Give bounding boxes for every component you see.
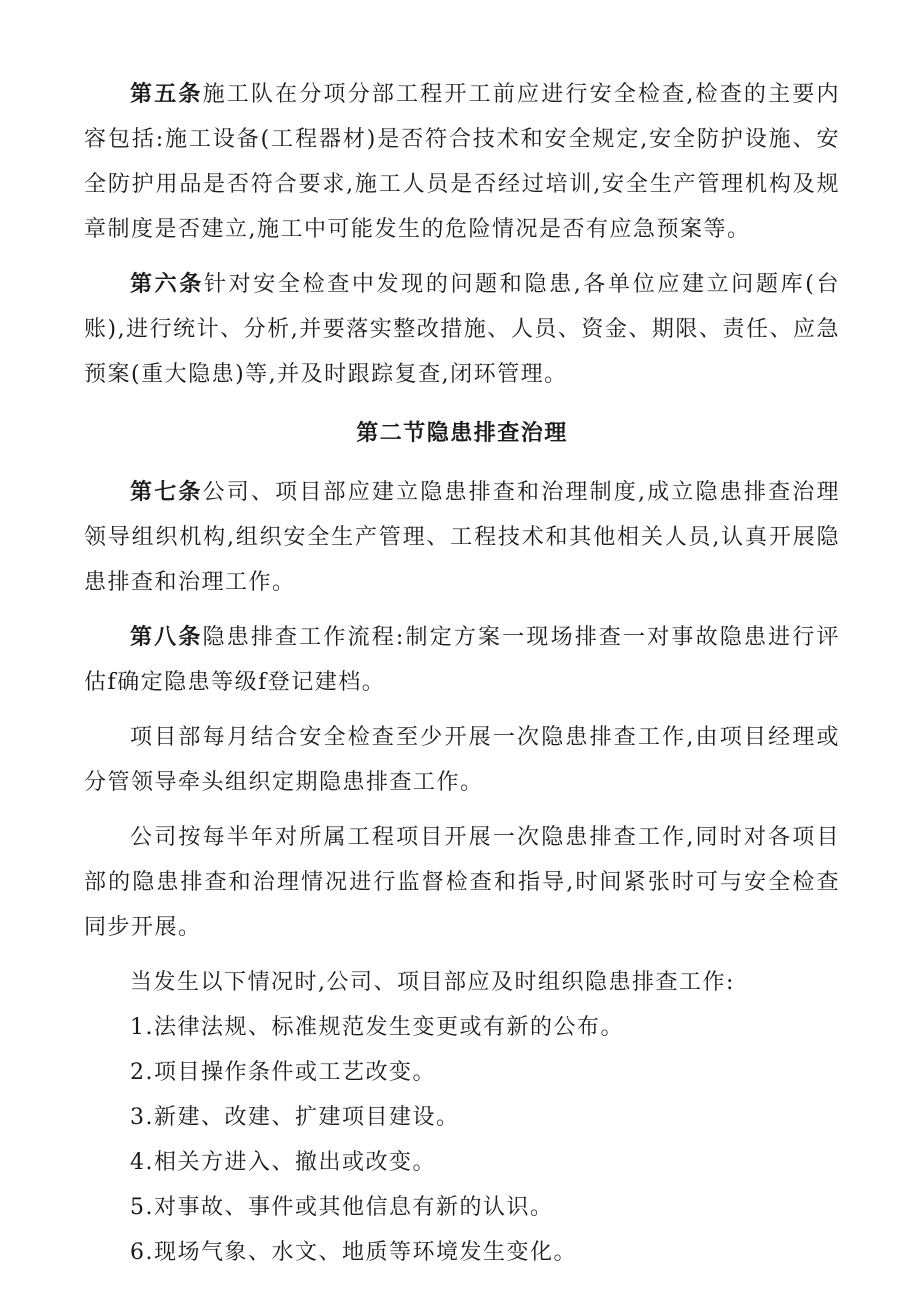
- document-page: [84, 72, 840, 1275]
- list-item: 1.法律法规、标准规范发生变更或有新的公布。: [130, 1015, 624, 1040]
- section-heading: 第二节隐患排查治理: [356, 421, 568, 446]
- article-6-lead: 第六条: [130, 272, 204, 297]
- article-5-text: 施工队在分项分部工程开工前应进行安全检查,检查的主要内容包括:施工设备(工程器材)是否符合技术和安全规定,安全防护设施、安全防护用品是否符合要求,施工人员是否经过培训,安全生产管理机构及规章制度是否建立,施工中可能发生的危险情况是否有应急预案等。: [84, 82, 840, 242]
- article-7-text: 公司、项目部应建立隐患排查和治理制度,成立隐患排查治理领导组织机构,组织安全生产管理、工程技术和其他相关人员,认真开展隐患排查和治理工作。: [84, 480, 840, 595]
- article-8-lead: 第八条: [130, 625, 203, 650]
- article-7: [84, 470, 840, 605]
- article-6-text: 针对安全检查中发现的问题和隐患,各单位应建立问题库(台账),进行统计、分析,并要落实整改措施、人员、资金、期限、责任、应急预案(重大隐患)等,并及时跟踪复查,闭环管理。: [84, 272, 840, 387]
- paragraph-monthly: 项目部每月结合安全检查至少开展一次隐患排查工作,由项目经理或分管领导牵头组织定期隐患排查工作。: [84, 725, 840, 795]
- article-7-lead: 第七条: [130, 480, 203, 505]
- paragraph-conditions: 当发生以下情况时,公司、项目部应及时组织隐患排查工作:: [130, 970, 735, 995]
- article-5: [84, 72, 840, 252]
- list-item: 2.项目操作条件或工艺改变。: [130, 1060, 436, 1085]
- article-8-text: 隐患排查工作流程:制定方案一现场排查一对事故隐患进行评估f确定隐患等级f登记建档。: [84, 625, 840, 695]
- paragraph-halfyear: 公司按每半年对所属工程项目开展一次隐患排查工作,同时对各项目部的隐患排查和治理情况进行监督检查和指导,时间紧张时可与安全检查同步开展。: [84, 825, 840, 940]
- list-item: 3.新建、改建、扩建项目建设。: [130, 1105, 460, 1130]
- article-6: [84, 262, 840, 397]
- article-8: [84, 615, 840, 705]
- article-5-lead: 第五条: [130, 82, 203, 107]
- list-item: 6.现场气象、水文、地质等环境发生变化。: [130, 1240, 577, 1265]
- list-item: 4.相关方进入、撤出或改变。: [130, 1150, 436, 1175]
- list-item: 5.对事故、事件或其他信息有新的认识。: [130, 1195, 554, 1220]
